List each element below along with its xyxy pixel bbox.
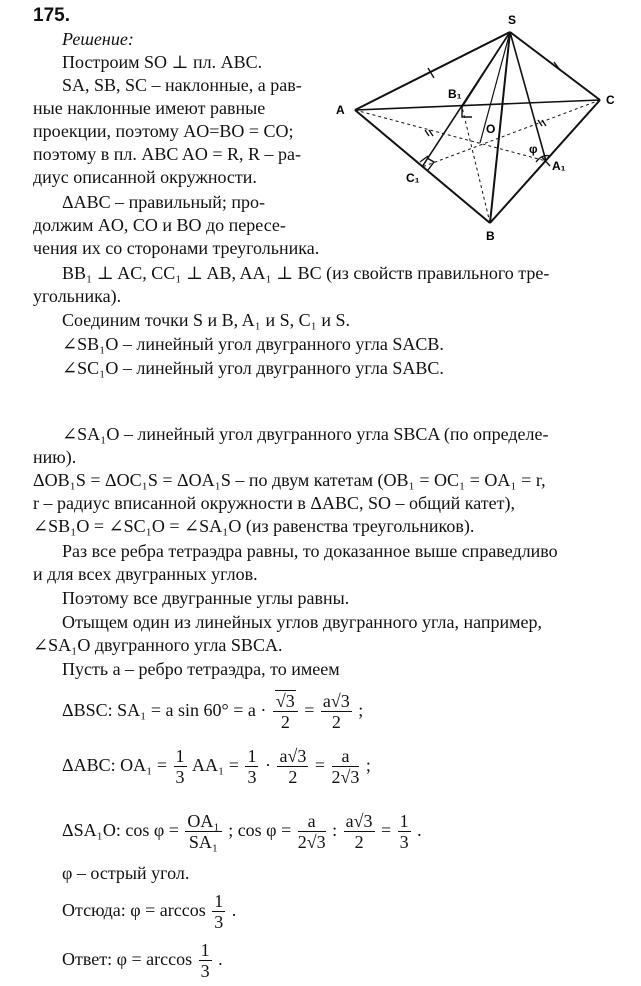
label-a1: A₁ [552,159,566,173]
problem-number: 175. [33,5,70,26]
label-o: O [486,122,496,136]
text-line: чения их со сторонами треугольника. [33,238,320,258]
text-line: SA, SB, SC – наклонные, а рав- [62,75,302,95]
text-line: поэтому в пл. ABC AO = R, R – ра- [33,144,302,164]
text-line: и для всех двугранных углов. [33,564,258,584]
text-line: нию). [33,447,77,467]
edge-sc [510,32,600,100]
line-sa1 [510,32,546,161]
edge-bc [490,100,600,223]
label-phi: φ [529,142,538,156]
solution-heading: Решение: [62,29,134,49]
formula-result: Отсюда: φ = arccos $\frac{1}{3}$ . [62,891,237,933]
label-c1: C₁ [406,171,420,185]
text-line: ные наклонные имеют равные [33,98,266,118]
formula-abc: ΔABC: OA₁ = $\frac{1}{3}$ AA₁ = $\frac{1}{3}$ · $\frac{a√3}{2}$ = $\frac{a}{2√3}$ ; [62,746,371,788]
text-line: проекции, поэтому AO=BO = CO; [33,121,294,141]
dash-ao [355,110,546,161]
text-line: ∠SA₁O – линейный угол двугранного угла SBCA (по определе- [62,424,549,444]
text-line: ∠SB₁O – линейный угол двугранного угла SACB. [62,334,444,354]
text-line: ∠SB₁O = ∠SC₁O = ∠SA₁O (из равенства треугольников). [33,516,475,536]
text-line: ΔABC – правильный; про- [62,192,266,212]
text-line: φ – острый угол. [62,863,190,883]
label-b: B [486,229,495,243]
text-line: r – радиус вписанной окружности в ΔABC, SO – общий катет), [33,493,515,513]
label-s: S [508,13,517,27]
text-line: ΔOB₁S = ΔOC₁S = ΔOA₁S – по двум катетам (OB₁ = OC₁ = OA₁ = r, [33,470,546,490]
formula-sa1o: ΔSA₁O: cos φ = $\frac{\text{OA₁}}{\text{SA₁}}$ ; cos φ = $\frac{a}{2√3}$ : $\frac{a√3}{2}$ = $\frac{1}{3}$ . [62,811,422,853]
label-a: A [336,103,345,117]
label-b1: B₁ [448,87,462,101]
label-c: C [606,93,615,107]
text-line: угольника). [33,286,122,306]
text-line: Поэтому все двугранные углы равны. [62,588,350,608]
text-line: Отыщем один из линейных углов двугранного угла, например, [62,612,542,632]
tick [425,130,429,136]
text-line: диус описанной окружности. [33,167,257,187]
formula-answer: Ответ: φ = arccos $\frac{1}{3}$ . [62,940,223,982]
edge-sa [355,32,510,110]
dash-co [422,100,600,167]
text-line: Раз все ребра тетраэдра равны, то доказанное выше справедливо [62,541,558,561]
tick [542,120,546,126]
text-line: ∠SA₁O двугранного угла SBCA. [33,635,283,655]
formula-bsc: ΔBSC: SA₁ = a sin 60° = a · $\frac{√3}{2}$ = $\frac{a√3}{2}$ ; [62,691,364,733]
text-line: Соединим точки S и B, A₁ и S, C₁ и S. [62,310,351,330]
text-line: ∠SC₁O – линейный угол двугранного угла SABC. [62,358,444,378]
text-line: BB₁ ⊥ AC, CC₁ ⊥ AB, AA₁ ⊥ BC (из свойств правильного тре- [62,263,550,283]
text-line: должим AO, CO и BO до пересе- [33,215,286,235]
text-line: Пусть a – ребро тетраэдра, то имеем [62,659,340,679]
tick [538,120,542,126]
edge-ac [355,100,600,110]
text-line: Построим SO ⊥ пл. ABC. [62,52,263,72]
tetrahedron-figure [330,10,630,245]
